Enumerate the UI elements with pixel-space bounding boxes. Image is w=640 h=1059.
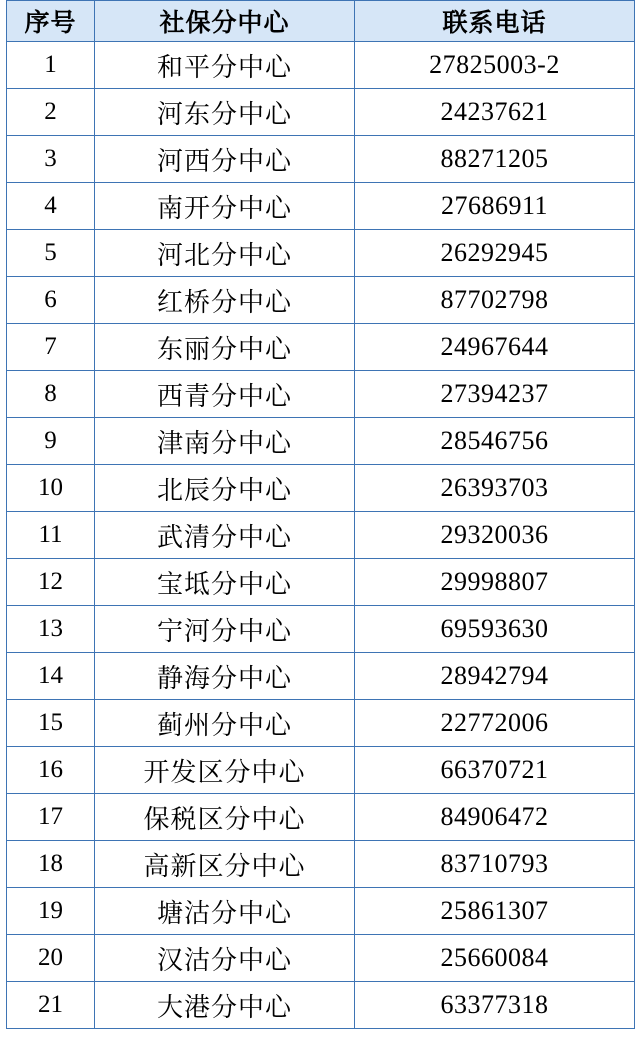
- social-security-branch-phone-table: [6, 0, 635, 1029]
- cell-phone-number: 28942794: [355, 653, 635, 700]
- column-header-phone: 联系电话: [355, 1, 635, 42]
- table-row: [7, 700, 635, 747]
- cell-index: 4: [7, 183, 95, 230]
- cell-center-name: 北辰分中心: [95, 465, 355, 512]
- cell-index: 10: [7, 465, 95, 512]
- cell-phone-number: 69593630: [355, 606, 635, 653]
- cell-index: 14: [7, 653, 95, 700]
- table-row: [7, 277, 635, 324]
- cell-center-name: 津南分中心: [95, 418, 355, 465]
- cell-phone-number: 24237621: [355, 89, 635, 136]
- cell-phone-number: 25660084: [355, 935, 635, 982]
- cell-phone-number: 22772006: [355, 700, 635, 747]
- cell-center-name: 汉沽分中心: [95, 935, 355, 982]
- table-row: [7, 935, 635, 982]
- cell-center-name: 和平分中心: [95, 42, 355, 89]
- cell-center-name: 蓟州分中心: [95, 700, 355, 747]
- cell-index: 13: [7, 606, 95, 653]
- cell-index: 15: [7, 700, 95, 747]
- column-header-index: 序号: [7, 1, 95, 42]
- cell-index: 6: [7, 277, 95, 324]
- cell-phone-number: 29320036: [355, 512, 635, 559]
- cell-center-name: 南开分中心: [95, 183, 355, 230]
- cell-center-name: 河西分中心: [95, 136, 355, 183]
- cell-center-name: 河东分中心: [95, 89, 355, 136]
- cell-center-name: 开发区分中心: [95, 747, 355, 794]
- cell-phone-number: 63377318: [355, 982, 635, 1029]
- cell-index: 1: [7, 42, 95, 89]
- cell-phone-number: 88271205: [355, 136, 635, 183]
- table-row: [7, 841, 635, 888]
- cell-center-name: 西青分中心: [95, 371, 355, 418]
- table-body: [7, 42, 635, 1029]
- cell-phone-number: 26292945: [355, 230, 635, 277]
- cell-index: 7: [7, 324, 95, 371]
- table-row: [7, 794, 635, 841]
- cell-index: 17: [7, 794, 95, 841]
- cell-phone-number: 27825003-2: [355, 42, 635, 89]
- cell-phone-number: 29998807: [355, 559, 635, 606]
- cell-index: 9: [7, 418, 95, 465]
- table-row: [7, 559, 635, 606]
- table-row: [7, 512, 635, 559]
- table-header-row: [7, 1, 635, 42]
- table-row: [7, 89, 635, 136]
- table-row: [7, 606, 635, 653]
- cell-index: 16: [7, 747, 95, 794]
- cell-phone-number: 66370721: [355, 747, 635, 794]
- table-row: [7, 747, 635, 794]
- table-row: [7, 653, 635, 700]
- cell-index: 11: [7, 512, 95, 559]
- cell-index: 21: [7, 982, 95, 1029]
- table-row: [7, 465, 635, 512]
- table-row: [7, 136, 635, 183]
- cell-center-name: 高新区分中心: [95, 841, 355, 888]
- cell-index: 18: [7, 841, 95, 888]
- cell-index: 8: [7, 371, 95, 418]
- column-header-center: 社保分中心: [95, 1, 355, 42]
- table-row: [7, 42, 635, 89]
- table-row: [7, 230, 635, 277]
- table-row: [7, 324, 635, 371]
- cell-index: 3: [7, 136, 95, 183]
- table-row: [7, 982, 635, 1029]
- cell-index: 20: [7, 935, 95, 982]
- table-row: [7, 888, 635, 935]
- table-header: [7, 1, 635, 42]
- cell-phone-number: 25861307: [355, 888, 635, 935]
- cell-center-name: 宝坻分中心: [95, 559, 355, 606]
- cell-center-name: 静海分中心: [95, 653, 355, 700]
- cell-phone-number: 24967644: [355, 324, 635, 371]
- cell-index: 12: [7, 559, 95, 606]
- cell-center-name: 河北分中心: [95, 230, 355, 277]
- cell-phone-number: 26393703: [355, 465, 635, 512]
- cell-phone-number: 27686911: [355, 183, 635, 230]
- cell-center-name: 塘沽分中心: [95, 888, 355, 935]
- cell-phone-number: 28546756: [355, 418, 635, 465]
- cell-phone-number: 87702798: [355, 277, 635, 324]
- cell-index: 5: [7, 230, 95, 277]
- cell-center-name: 红桥分中心: [95, 277, 355, 324]
- cell-center-name: 武清分中心: [95, 512, 355, 559]
- cell-index: 19: [7, 888, 95, 935]
- cell-phone-number: 83710793: [355, 841, 635, 888]
- cell-center-name: 宁河分中心: [95, 606, 355, 653]
- cell-phone-number: 27394237: [355, 371, 635, 418]
- cell-center-name: 大港分中心: [95, 982, 355, 1029]
- cell-center-name: 保税区分中心: [95, 794, 355, 841]
- cell-center-name: 东丽分中心: [95, 324, 355, 371]
- table-row: [7, 371, 635, 418]
- table-row: [7, 183, 635, 230]
- table-row: [7, 418, 635, 465]
- cell-phone-number: 84906472: [355, 794, 635, 841]
- cell-index: 2: [7, 89, 95, 136]
